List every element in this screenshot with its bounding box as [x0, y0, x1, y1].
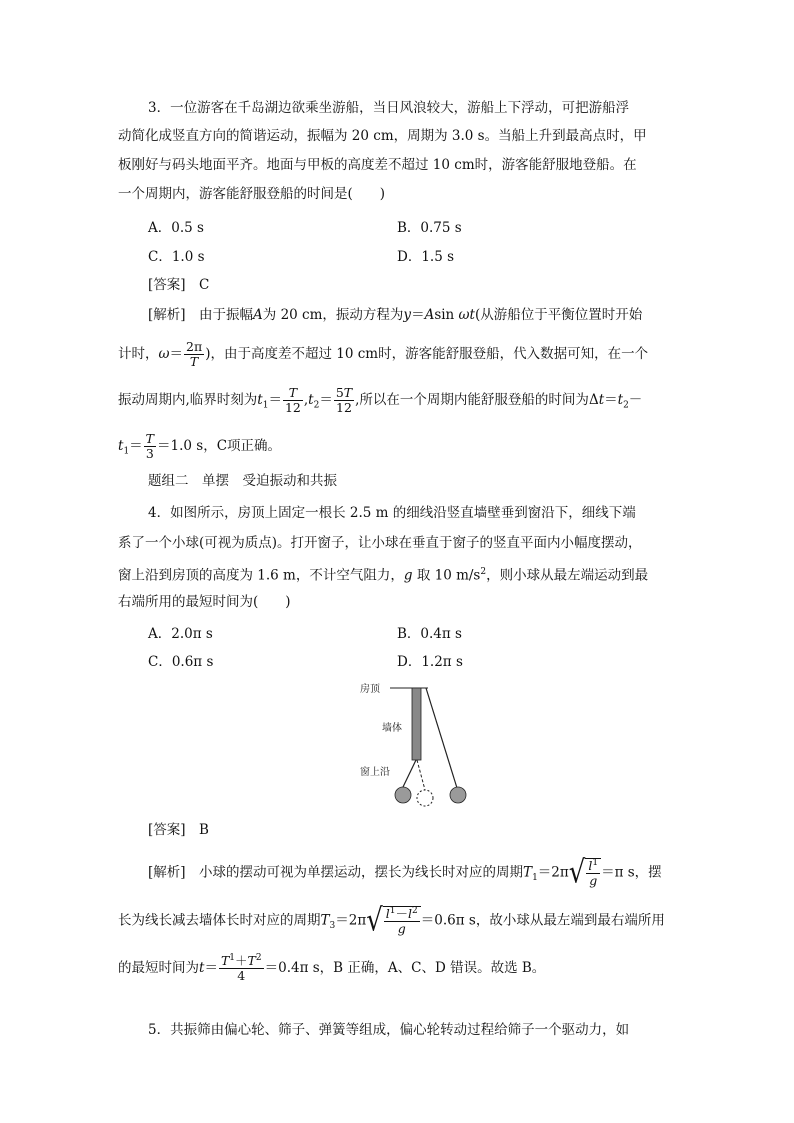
ball-left [395, 787, 411, 803]
string-dashed [417, 760, 425, 790]
section-heading-group-2: 题组二 单摆 受迫振动和共振 [148, 473, 337, 489]
q4-line-1: 4．如图所示，房顶上固定一根长 2.5 m 的细线沿竖直墙壁垂到窗沿下，细线下端 [148, 505, 636, 521]
q3-explanation-line-3: 振动周期内,临界时刻为$t_1=$ $\frac{T}{12}$ $,t_2=$ $\frac{5T}{12}$ ,所以在一个周期内能舒服登船的时间为$\Delta t=t_2-$ [118, 385, 643, 415]
q3-line-3: 板刚好与码头地面平齐。地面与甲板的高度差不超过 10 cm时，游客能舒服地登船。在 [118, 157, 637, 173]
ball-equilibrium [417, 790, 433, 806]
q4-line-4: 右端所用的最短时间为( ) [118, 594, 291, 610]
q3-line-2: 动简化成竖直方向的简谐运动，振幅为 20 cm，周期为 3.0 s。当船上升到最高点时，甲 [118, 128, 647, 144]
q4-option-b: B．0.4π s [397, 626, 462, 642]
q4-option-d: D．1.2π s [397, 654, 463, 670]
omega-fraction: $\frac{2\pi}{T}$ [186, 339, 203, 369]
q4-explanation-line-2: 长为线长减去墙体长时对应的周期$T_3=2\pi√$ $\frac{l^1-l^2}{g}$ ＝0.6π s，故小球从最左端到最右端所用 [118, 902, 665, 939]
pendulum-figure [360, 680, 470, 810]
wall-block [412, 688, 421, 760]
q5-line-1: 5．共振筛由偏心轮、筛子、弹簧等组成，偏心轮转动过程给筛子一个驱动力，如 [148, 1022, 630, 1038]
string-right [426, 688, 457, 788]
q4-line-3: 窗上沿到房顶的高度为 1.6 m，不计空气阻力，g 取 10 $m/s^2$，则小球从最左端运动到最 [118, 567, 649, 584]
q4-answer: [答案] B [148, 822, 209, 838]
q3-option-c: C．1.0 s [148, 249, 205, 265]
figure-label-wall: 墙体 [382, 723, 402, 734]
q3-line-4: 一个周期内，游客能舒服登船的时间是( ) [118, 186, 386, 202]
q3-option-a: A．0.5 s [148, 220, 204, 236]
ball-right [450, 787, 466, 803]
q4-explanation-line-3: 的最短时间为t＝ $\frac{T^1+T^2}{4}$ ＝0.4π s，B 正确，A、C、D 错误。故选 B。 [118, 953, 546, 983]
q3-line-1: 3．一位游客在千岛湖边欲乘坐游船，当日风浪较大，游船上下浮动，可把游船浮 [148, 100, 630, 116]
q3-answer: [答案] C [148, 277, 210, 293]
q3-explanation-line-1: [解析] 由于振幅A为 20 cm，振动方程为y＝Asin ωt(从游船位于平衡位置时开始 [148, 307, 643, 323]
q4-option-c: C．0.6π s [148, 654, 214, 670]
string-left [403, 760, 416, 787]
q3-option-d: D．1.5 s [397, 249, 455, 265]
q4-line-2: 系了一个小球(可视为质点)。打开窗子，让小球在垂直于窗子的竖直平面内小幅度摆动， [118, 535, 642, 551]
q3-explanation-line-4: $t_1=$ $\frac{T}{3}$ ＝1.0 s，C项正确。 [118, 431, 282, 461]
q4-option-a: A．2.0π s [148, 626, 213, 642]
figure-label-window-top: 窗上沿 [360, 767, 390, 778]
figure-label-roof: 房顶 [360, 684, 380, 695]
q4-explanation-line-1: [解析] 小球的摆动可视为单摆运动，摆长为线长时对应的周期$T_1=2\pi√$ $\frac{l^1}{g}$ ＝π s，摆 [148, 854, 662, 891]
q3-explanation-line-2: 计时，ω＝ $\frac{2\pi}{T}$ )，由于高度差不超过 10 cm时，游客能舒服登船，代入数据可知，在一个 [118, 339, 649, 369]
q3-option-b: B．0.75 s [397, 220, 462, 236]
